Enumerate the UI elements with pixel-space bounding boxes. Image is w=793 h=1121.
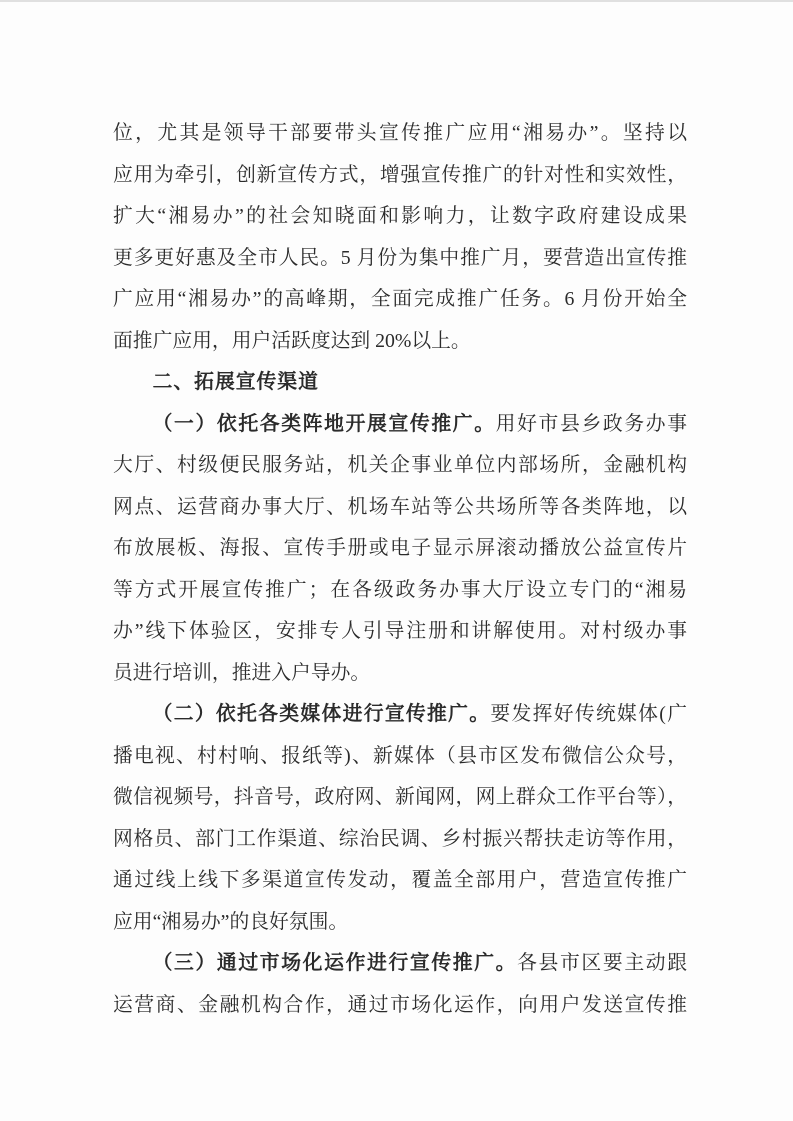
text-run: 运营商、金融机构合作，通过市场化运作，向用户发送宣传推 [113, 993, 687, 1016]
heading-run: 二、拓展宣传渠道 [152, 371, 319, 393]
text-line [113, 279, 687, 321]
text-run: 微信视频号，抖音号，政府网、新闻网，网上群众工作平台等）， [113, 786, 687, 808]
text-line [113, 570, 687, 612]
text-line [113, 196, 687, 238]
bold-lead-run: （二）依托各类媒体进行宣传推广。 [152, 703, 491, 725]
text-line [113, 736, 687, 778]
text-run: 扩大“湘易办”的社会知晓面和影响力，让数字政府建设成果 [113, 205, 687, 227]
text-line [113, 860, 687, 902]
paragraph-item-3 [113, 943, 687, 1026]
text-line [113, 528, 687, 570]
text-line [113, 777, 687, 819]
text-line [113, 155, 687, 197]
text-run: 等方式开展宣传推广；在各级政务办事大厅设立专门的“湘易 [113, 578, 687, 601]
text-run: 更多更好惠及全市人民。5 月份为集中推广月，要营造出宣传推 [113, 246, 687, 269]
text-run: 网格员、部门工作渠道、综治民调、乡村振兴帮扶走访等作用， [113, 827, 687, 850]
section-heading [113, 362, 687, 404]
paragraph-continuation [113, 113, 687, 362]
text-line [113, 694, 687, 736]
text-line [113, 611, 687, 653]
text-line [113, 404, 687, 446]
paragraph-item-1 [113, 404, 687, 695]
bold-lead-run: （一）依托各类阵地开展宣传推广。 [152, 412, 496, 435]
text-line [113, 487, 687, 529]
text-run: 应用“湘易办”的良好氛围。 [113, 910, 349, 933]
text-line [113, 445, 687, 487]
text-line [113, 653, 687, 695]
text-run: 应用为牵引，创新宣传方式，增强宣传推广的针对性和实效性， [113, 163, 687, 186]
text-run: 网点、运营商办事大厅、机场车站等公共场所等各类阵地，以 [113, 495, 687, 518]
text-run: 播电视、村村响、报纸等)、新媒体（县市区发布微信公众号， [113, 744, 687, 767]
text-line [113, 113, 687, 155]
text-run: 用好市县乡政务办事 [495, 412, 687, 435]
text-run: 要发挥好传统媒体(广 [490, 703, 687, 725]
bold-lead-run: （三）通过市场化运作进行宣传推广。 [152, 952, 518, 974]
text-line [113, 321, 687, 363]
text-run: 广应用“湘易办”的高峰期，全面完成推广任务。6 月份开始全 [113, 288, 687, 310]
text-run: 位，尤其是领导干部要带头宣传推广应用“湘易办”。坚持以 [113, 122, 687, 144]
text-line [113, 362, 687, 404]
paragraph-item-2 [113, 694, 687, 943]
text-run: 通过线上线下多渠道宣传发动，覆盖全部用户，营造宣传推广 [113, 869, 687, 891]
text-line [113, 902, 687, 944]
text-line [113, 943, 687, 985]
text-run: 大厅、村级便民服务站，机关企事业单位内部场所，金融机构 [113, 454, 687, 476]
text-run: 布放展板、海报、宣传手册或电子显示屏滚动播放公益宣传片 [113, 537, 687, 559]
text-line [113, 819, 687, 861]
text-run: 员进行培训，推进入户导办。 [113, 661, 371, 684]
text-run: 各县市区要主动跟 [517, 952, 687, 974]
text-line [113, 238, 687, 280]
text-run: 面推广应用，用户活跃度达到 20%以上。 [113, 329, 471, 352]
text-run: 办”线下体验区，安排专人引导注册和讲解使用。对村级办事 [113, 620, 687, 642]
text-line [113, 985, 687, 1027]
